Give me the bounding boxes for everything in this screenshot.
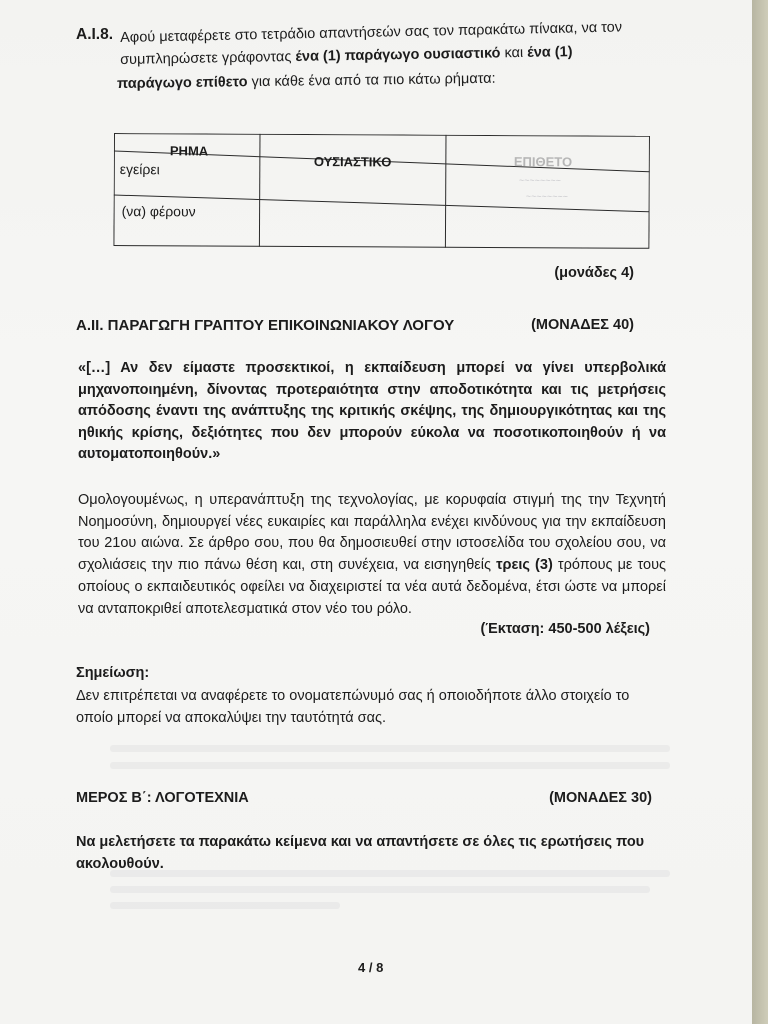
task-text: Ομολογουμένως, η υπερανάπτυξη της τεχνολογίας, με κορυφαία στιγμή της την Τεχνητή Νοημοσύνη, δημιουργεί νέες ευκαιρίες και παράλληλα ενέχει κινδύνους για την εκπαίδευση του 21ου αιώνα. Σε άρθρο σου, που θα δημοσιευθεί στην ιστοσελίδα του σχολείου σου, να σχολιάσεις την πιο πάνω θέση και, στη συνέχεια, να εισηγηθείς — [78, 492, 666, 574]
bleed-through — [110, 745, 670, 752]
table-cell-verb: (να) φέρουν — [121, 203, 196, 220]
part-b-instruction: Να μελετήσετε τα παρακάτω κείμενα και να απαντήσετε σε όλες τις ερωτήσεις που ακολουθούν. — [76, 834, 645, 872]
section-title: Α.ΙΙ. ΠΑΡΑΓΩΓΗ ΓΡΑΠΤΟΥ ΕΠΙΚΟΙΝΩΝΙΑΚΟΥ ΛΟΓΟΥ — [76, 317, 455, 334]
quote-block: «[…] Αν δεν είμαστε προσεκτικοί, η εκπαίδευση μπορεί να γίνει υπερβολικά μηχανοποιημένη, δίνοντας προτεραιότητα στην αποδοτικότητα και τις μετρήσεις απόδοσης έναντι της ανάπτυξης της κριτικής σκέψης, της δημιουργικότητας και της ηθικής κρίσης, δεξιότητες που δεν μπορούν εύκολα να ποσοτικοποιηθούν ή να αυτοματοποιηθούν.» — [78, 360, 666, 462]
question-text-line1: Αφού μεταφέρετε στο τετράδιο απαντήσεών σας τον παρακάτω πίνακα, να τον — [120, 19, 623, 46]
note-heading: Σημείωση: — [76, 665, 150, 681]
question-emphasis: ένα (1) παράγωγο ουσιαστικό — [295, 45, 501, 65]
question-emphasis: παράγωγο επίθετο — [117, 74, 248, 92]
question-emphasis: ένα (1) — [527, 44, 573, 61]
table-cell-verb: εγείρει — [119, 161, 160, 178]
question-text-part: και — [500, 44, 528, 62]
pencil-scribble: ~~~~~~~~ — [525, 191, 568, 202]
table-header-verb: ΡΗΜΑ — [169, 143, 209, 159]
answer-table — [113, 133, 650, 248]
bleed-through — [110, 886, 650, 893]
note-text: Δεν επιτρέπεται να αναφέρετε το ονοματεπώνυμό σας ή οποιοδήποτε άλλο στοιχείο το οποίο μπορεί να αποκαλύψει την ταυτότητά σας. — [76, 688, 630, 726]
question-text-line3 — [117, 71, 496, 92]
marks-a: (μονάδες 4) — [554, 265, 634, 281]
page-number: 4 / 8 — [358, 960, 384, 975]
table-header-adjective: ΕΠΙΘΕΤΟ — [513, 154, 573, 170]
question-text-part: συμπληρώσετε γράφοντας — [120, 48, 296, 68]
task-paragraph — [78, 490, 666, 620]
background-edge — [752, 0, 768, 1024]
question-text-line2 — [120, 43, 643, 68]
bleed-through — [110, 762, 670, 769]
task-emphasis: τρεις (3) — [496, 557, 553, 574]
question-text-part: για κάθε ένα από τα πιο κάτω ρήματα: — [247, 70, 496, 91]
bleed-through — [110, 902, 340, 909]
task-text: τρόπους με τους οποίους ο εκπαιδευτικός οφείλει να διαχειριστεί τα νέα αυτά δεδομένα, έτσι ώστε να μπορεί να ανταποκριθεί αποτελεσματικά στον νέο του ρόλο. — [78, 557, 666, 617]
question-number: Α.Ι.8. — [76, 26, 114, 43]
section-marks: (ΜΟΝΑΔΕΣ 40) — [531, 317, 634, 333]
part-b-marks: (ΜΟΝΑΔΕΣ 30) — [549, 790, 652, 806]
word-limit: (Έκταση: 450-500 λέξεις) — [480, 621, 650, 637]
table-header-noun: ΟΥΣΙΑΣΤΙΚΟ — [313, 154, 392, 170]
part-b-title: ΜΕΡΟΣ Β΄: ΛΟΓΟΤΕΧΝΙΑ — [76, 790, 249, 806]
pencil-scribble: ~~~~~~~~ — [518, 175, 561, 186]
